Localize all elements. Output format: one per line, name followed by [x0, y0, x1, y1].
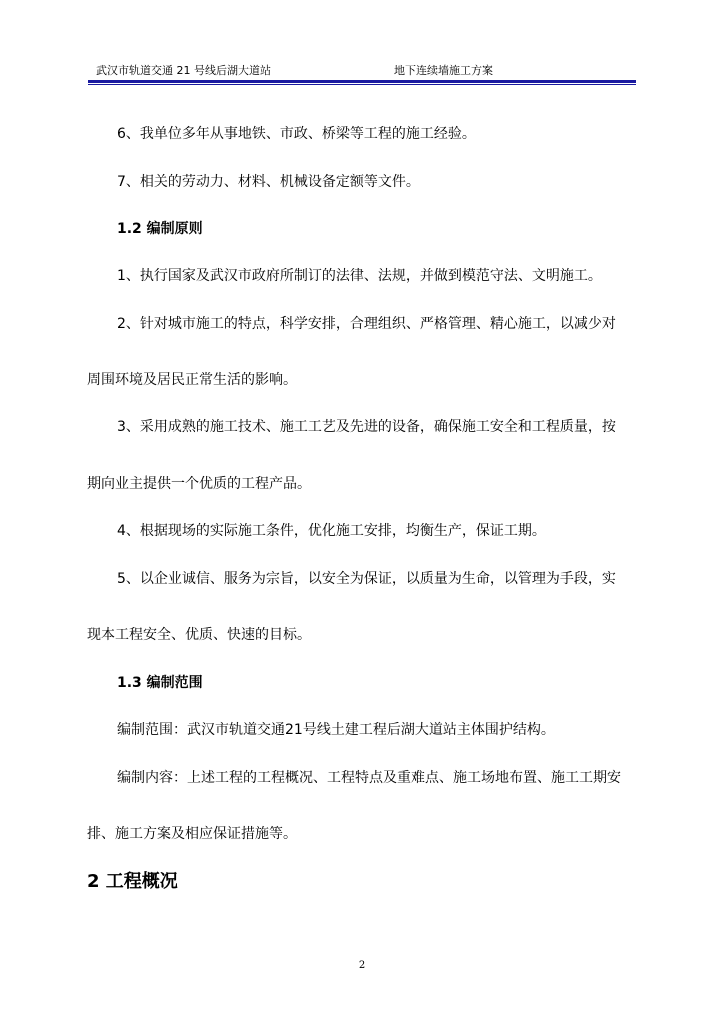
principle-2-line-2: 周围环境及居民正常生活的影响。 — [87, 372, 297, 388]
content-paragraph-line-1: 编制内容：上述工程的工程概况、工程特点及重难点、施工场地布置、施工工期安 — [117, 770, 621, 786]
principle-1: 1、执行国家及武汉市政府所制订的法律、法规，并做到模范守法、文明施工。 — [117, 268, 602, 284]
principle-3-line-1: 3、采用成熟的施工技术、施工工艺及先进的设备，确保施工安全和工程质量，按 — [117, 419, 616, 435]
content-paragraph-line-2: 排、施工方案及相应保证措施等。 — [87, 826, 297, 842]
principle-4: 4、根据现场的实际施工条件，优化施工安排，均衡生产，保证工期。 — [117, 523, 546, 539]
header-rule-thin — [88, 84, 636, 85]
principle-2-line-1: 2、针对城市施工的特点，科学安排，合理组织、严格管理、精心施工，以减少对 — [117, 316, 616, 332]
principle-5-line-2: 现本工程安全、优质、快速的目标。 — [87, 627, 311, 643]
principle-5-line-1: 5、以企业诚信、服务为宗旨，以安全为保证，以质量为生命，以管理为手段，实 — [117, 571, 616, 587]
section-heading-1-3: 1.3 编制范围 — [117, 675, 203, 691]
basis-item-6: 6、我单位多年从事地铁、市政、桥梁等工程的施工经验。 — [117, 126, 476, 142]
scope-paragraph: 编制范围：武汉市轨道交通21号线土建工程后湖大道站主体围护结构。 — [117, 722, 555, 738]
chapter-heading-2: 2 工程概况 — [87, 871, 178, 892]
header-right-title: 地下连续墙施工方案 — [394, 64, 493, 77]
header-rule — [88, 80, 636, 83]
page-number: 2 — [358, 960, 366, 971]
section-heading-1-2: 1.2 编制原则 — [117, 221, 203, 237]
header-left-title: 武汉市轨道交通 21 号线后湖大道站 — [96, 64, 271, 77]
principle-3-line-2: 期向业主提供一个优质的工程产品。 — [87, 476, 311, 492]
basis-item-7: 7、相关的劳动力、材料、机械设备定额等文件。 — [117, 174, 420, 190]
